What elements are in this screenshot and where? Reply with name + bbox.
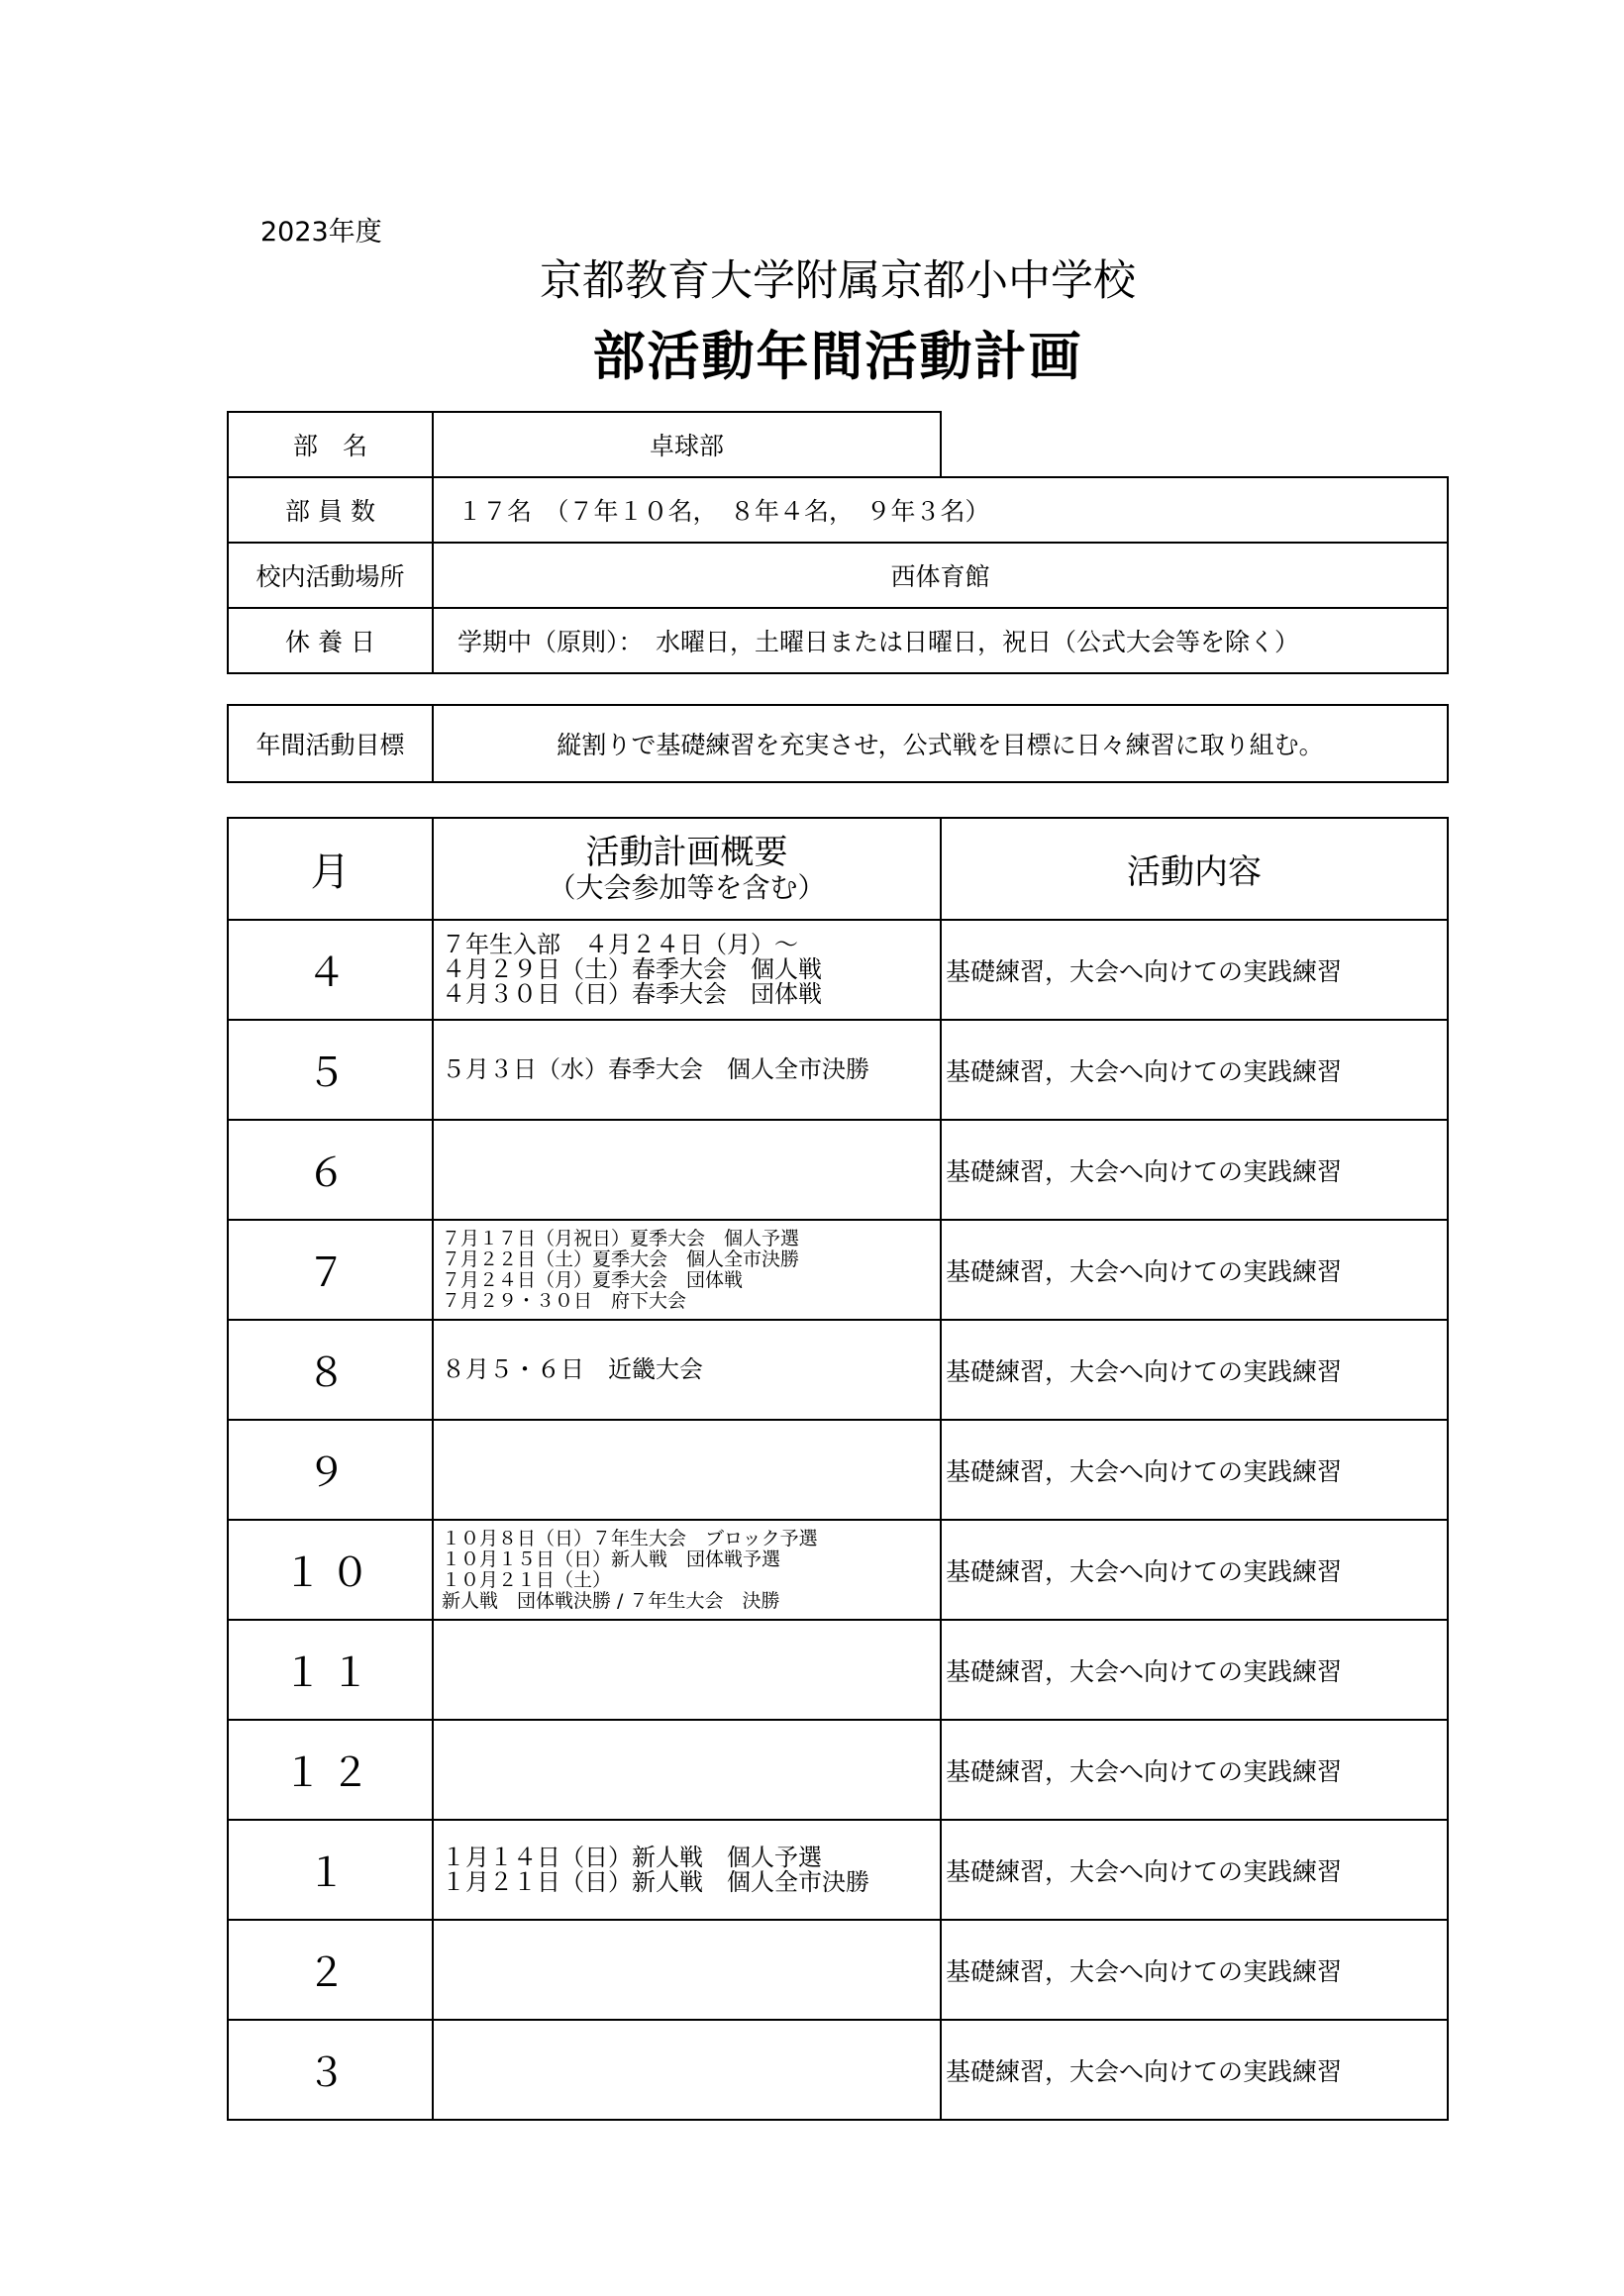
table-row: [228, 920, 1448, 1020]
annual-goal-value: 縦割りで基礎練習を充実させ，公式戦を目標に日々練習に取り組む。: [433, 705, 1448, 782]
annual-goal-table: [227, 704, 1449, 783]
month-cell: ８: [228, 1320, 433, 1420]
summary-header: [433, 818, 941, 920]
club-name-value: 卓球部: [433, 412, 941, 477]
activity-content-cell: 基礎練習，大会へ向けての実践練習: [941, 1720, 1448, 1820]
annual-goal-label: 年間活動目標: [228, 705, 433, 782]
activity-content-cell: 基礎練習，大会へ向けての実践練習: [941, 1320, 1448, 1420]
month-cell: ６: [228, 1120, 433, 1220]
activity-content-cell: 基礎練習，大会へ向けての実践練習: [941, 1920, 1448, 2020]
activity-content-cell: 基礎練習，大会へ向けての実践練習: [941, 1820, 1448, 1920]
month-cell: １: [228, 1820, 433, 1920]
event-line: １月２１日（日）新人戦 個人全市決勝: [442, 1867, 869, 1896]
table-row: [228, 1720, 1448, 1820]
activity-content-cell: 基礎練習，大会へ向けての実践練習: [941, 1220, 1448, 1320]
blank-cell: [941, 412, 1448, 477]
events-cell: [433, 1320, 941, 1420]
monthly-plan-table: [227, 817, 1449, 2121]
events-cell: [433, 1920, 941, 2020]
page-title: 部活動年間活動計画: [592, 327, 1083, 387]
events-cell: [433, 1520, 941, 1620]
activity-content-cell: 基礎練習，大会へ向けての実践練習: [941, 1120, 1448, 1220]
month-cell: ７: [228, 1220, 433, 1320]
month-cell: １２: [228, 1720, 433, 1820]
content-header: 活動内容: [941, 818, 1448, 920]
plan-header-row: [228, 818, 1448, 920]
events-cell: [433, 1620, 941, 1720]
event-line: １０月１５日（日）新人戦 団体戦予選: [442, 1547, 781, 1570]
summary-header-note: （大会参加等を含む）: [548, 870, 826, 904]
place-value: 西体育館: [433, 543, 1448, 608]
month-cell: ２: [228, 1920, 433, 2020]
table-row: [228, 1220, 1448, 1320]
rest-days-row: [228, 608, 1448, 673]
activity-content-cell: 基礎練習，大会へ向けての実践練習: [941, 1620, 1448, 1720]
rest-days-value: 学期中（原則）： 水曜日，土曜日または日曜日，祝日（公式大会等を除く）: [433, 608, 1448, 673]
table-row: [228, 1920, 1448, 2020]
table-row: [228, 1620, 1448, 1720]
plan-body: [228, 920, 1448, 2120]
summary-header-title: 活動計画概要: [585, 832, 788, 872]
activity-content-cell: 基礎練習，大会へ向けての実践練習: [941, 1020, 1448, 1120]
club-name-label: 部 名: [228, 412, 433, 477]
members-row: [228, 477, 1448, 543]
month-cell: ３: [228, 2020, 433, 2120]
month-cell: ４: [228, 920, 433, 1020]
table-row: [228, 1820, 1448, 1920]
event-line: １月１４日（日）新人戦 個人予選: [442, 1843, 822, 1871]
event-line: １０月２１日（土）: [442, 1568, 612, 1591]
activity-content-cell: 基礎練習，大会へ向けての実践練習: [941, 920, 1448, 1020]
event-line: ７月２９・３０日 府下大会: [442, 1289, 687, 1312]
members-label: 部 員 数: [228, 477, 433, 543]
month-cell: １１: [228, 1620, 433, 1720]
events-cell: [433, 1020, 941, 1120]
event-line: １０月８日（日）７年生大会 ブロック予選: [442, 1527, 818, 1549]
club-name-row: [228, 412, 1448, 477]
events-cell: [433, 2020, 941, 2120]
month-cell: １０: [228, 1520, 433, 1620]
table-row: [228, 1120, 1448, 1220]
event-line: ４月２９日（土）春季大会 個人戦: [442, 955, 822, 983]
event-line: ５月３日（水）春季大会 個人全市決勝: [442, 1055, 869, 1083]
club-info-table: [227, 411, 1449, 674]
month-header: 月: [228, 818, 433, 920]
event-line: ４月３０日（日）春季大会 団体戦: [442, 980, 822, 1008]
place-row: [228, 543, 1448, 608]
events-cell: [433, 1420, 941, 1520]
events-cell: [433, 920, 941, 1020]
events-cell: [433, 1720, 941, 1820]
activity-content-cell: 基礎練習，大会へ向けての実践練習: [941, 1520, 1448, 1620]
place-label: 校内活動場所: [228, 543, 433, 608]
events-cell: [433, 1220, 941, 1320]
table-row: [228, 1320, 1448, 1420]
event-line: ７月２２日（土）夏季大会 個人全市決勝: [442, 1248, 800, 1270]
event-line: 新人戦 団体戦決勝 / ７年生大会 決勝: [442, 1589, 780, 1612]
table-row: [228, 2020, 1448, 2120]
month-cell: ５: [228, 1020, 433, 1120]
table-row: [228, 1420, 1448, 1520]
annual-goal-row: [228, 705, 1448, 782]
members-value: １７名 （７年１０名， ８年４名， ９年３名）: [433, 477, 1448, 543]
event-line: ８月５・６日 近畿大会: [442, 1355, 703, 1383]
activity-content-cell: 基礎練習，大会へ向けての実践練習: [941, 2020, 1448, 2120]
event-line: ７年生入部 ４月２４日（月）～: [442, 931, 798, 958]
table-row: [228, 1520, 1448, 1620]
events-cell: [433, 1120, 941, 1220]
school-name: 京都教育大学附属京都小中学校: [540, 256, 1136, 306]
events-cell: [433, 1820, 941, 1920]
event-line: ７月１７日（月祝日）夏季大会 個人予選: [442, 1227, 800, 1249]
table-row: [228, 1020, 1448, 1120]
activity-content-cell: 基礎練習，大会へ向けての実践練習: [941, 1420, 1448, 1520]
fiscal-year: 2023年度: [260, 217, 382, 248]
rest-days-label: 休 養 日: [228, 608, 433, 673]
month-cell: ９: [228, 1420, 433, 1520]
event-line: ７月２４日（月）夏季大会 団体戦: [442, 1268, 744, 1291]
